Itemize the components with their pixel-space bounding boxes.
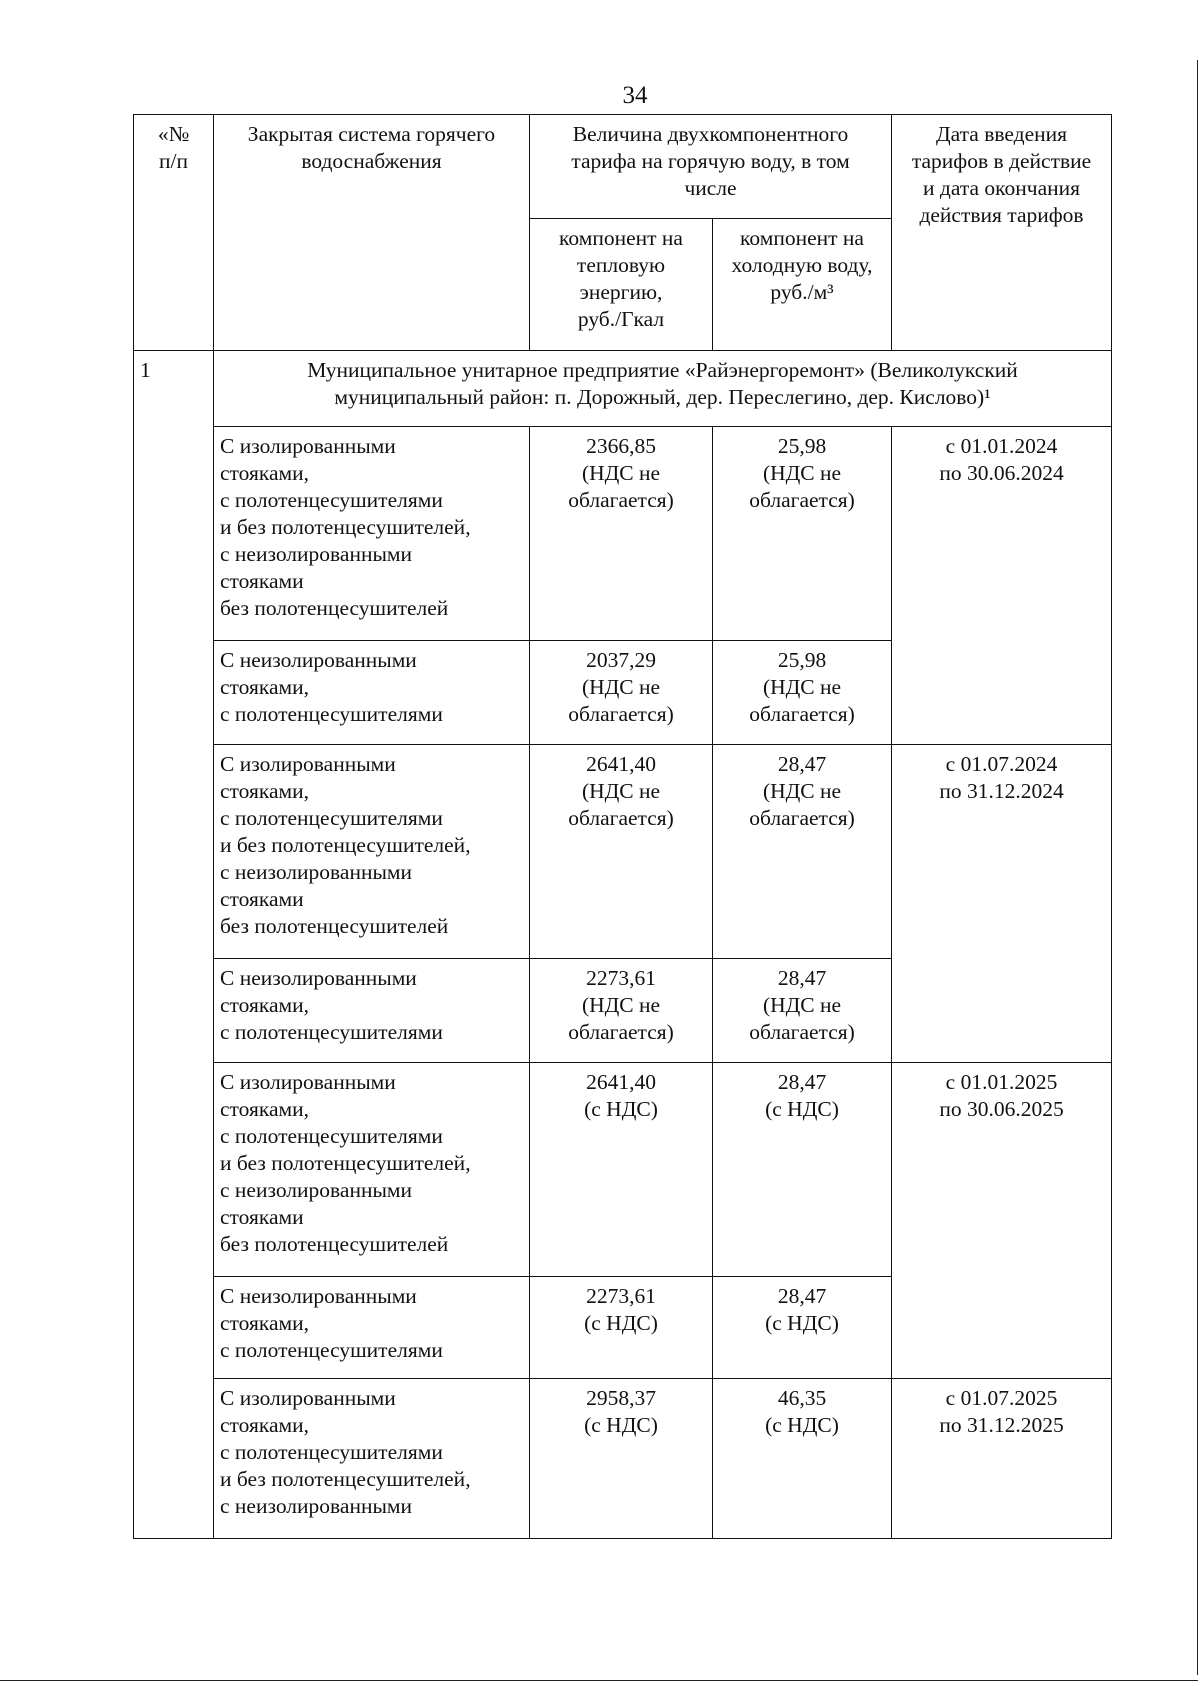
system-cell: С изолированными стояками, с полотенцесушителями и без полотенцесушителей, с неизолированными стояками без полотенцесушителей (214, 1063, 530, 1277)
scan-edge-right (1197, 60, 1198, 1675)
header-number: «№ п/п (134, 115, 214, 351)
date-cell: с 01.01.2025 по 30.06.2025 (892, 1063, 1112, 1379)
system-cell: С изолированными стояками, с полотенцесушителями и без полотенцесушителей, с неизолированными (214, 1379, 530, 1539)
tariff-table (133, 114, 1112, 1539)
scan-edge-bottom (0, 1680, 1198, 1681)
table-row (134, 427, 1112, 641)
date-cell: с 01.01.2024 по 30.06.2024 (892, 427, 1112, 745)
system-cell: С изолированными стояками, с полотенцесушителями и без полотенцесушителей, с неизолированными стояками без полотенцесушителей (214, 427, 530, 641)
table-row (134, 1379, 1112, 1539)
org-row (134, 351, 1112, 427)
header-date: Дата введения тарифов в действие и дата окончания действия тарифов (892, 115, 1112, 351)
cold-value-cell: 28,47 (НДС не облагается) (713, 745, 892, 959)
heat-value-cell: 2366,85 (НДС не облагается) (530, 427, 713, 641)
date-cell: с 01.07.2025 по 31.12.2025 (892, 1379, 1112, 1539)
header-system: Закрытая система горячего водоснабжения (214, 115, 530, 351)
heat-value-cell: 2641,40 (НДС не облагается) (530, 745, 713, 959)
header-tariff: Величина двухкомпонентного тарифа на горячую воду, в том числе (530, 115, 892, 219)
cold-value-cell: 25,98 (НДС не облагается) (713, 641, 892, 745)
page-number: 34 (622, 82, 648, 109)
system-cell: С изолированными стояками, с полотенцесушителями и без полотенцесушителей, с неизолированными стояками без полотенцесушителей (214, 745, 530, 959)
system-cell: С неизолированными стояками, с полотенцесушителями (214, 641, 530, 745)
cold-value-cell: 28,47 (с НДС) (713, 1277, 892, 1379)
heat-value-cell: 2037,29 (НДС не облагается) (530, 641, 713, 745)
org-name: Муниципальное унитарное предприятие «Райэнергоремонт» (Великолукский муниципальный район: п. Дорожный, дер. Переслегино, дер. Кислово)¹ (214, 351, 1112, 427)
cold-value-cell: 46,35 (с НДС) (713, 1379, 892, 1539)
cold-value-cell: 28,47 (с НДС) (713, 1063, 892, 1277)
header-cold-component: компонент на холодную воду, руб./м³ (713, 219, 892, 351)
heat-value-cell: 2273,61 (с НДС) (530, 1277, 713, 1379)
header-row (134, 115, 1112, 219)
header-heat-component: компонент на тепловую энергию, руб./Гкал (530, 219, 713, 351)
table-row (134, 1063, 1112, 1277)
heat-value-cell: 2273,61 (НДС не облагается) (530, 959, 713, 1063)
table-row (134, 745, 1112, 959)
heat-value-cell: 2958,37 (с НДС) (530, 1379, 713, 1539)
system-cell: С неизолированными стояками, с полотенцесушителями (214, 1277, 530, 1379)
cold-value-cell: 25,98 (НДС не облагается) (713, 427, 892, 641)
date-cell: с 01.07.2024 по 31.12.2024 (892, 745, 1112, 1063)
row-number: 1 (134, 351, 214, 1539)
cold-value-cell: 28,47 (НДС не облагается) (713, 959, 892, 1063)
heat-value-cell: 2641,40 (с НДС) (530, 1063, 713, 1277)
system-cell: С неизолированными стояками, с полотенцесушителями (214, 959, 530, 1063)
